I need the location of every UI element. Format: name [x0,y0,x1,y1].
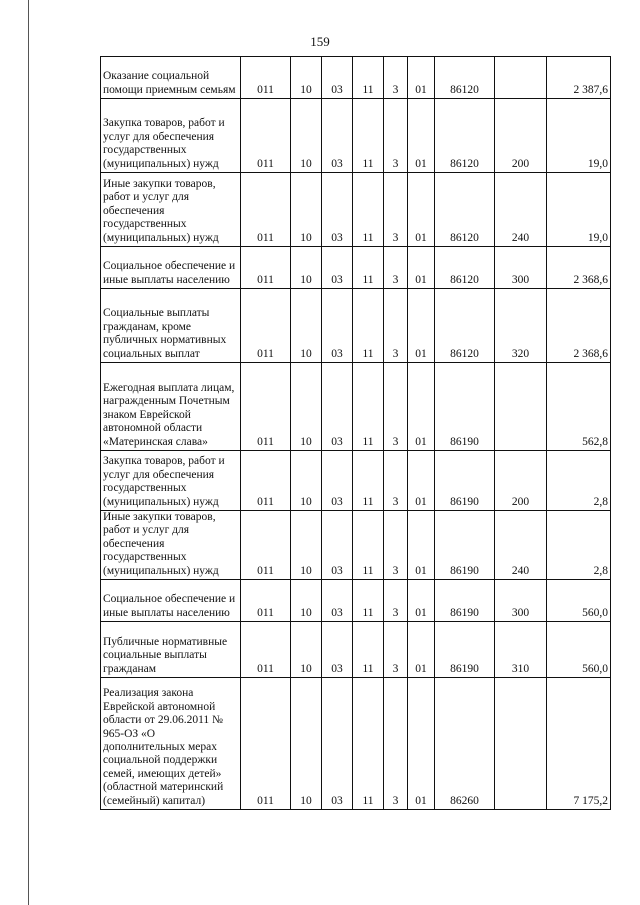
direction-code: 86120 [435,99,495,173]
subsection-code: 03 [322,580,353,622]
event-code: 01 [408,622,435,678]
section-code: 10 [291,451,322,511]
subprogram-code: 3 [384,580,408,622]
subprogram-code: 3 [384,99,408,173]
amount-value: 2,8 [547,451,611,511]
table-row [101,622,611,678]
event-code: 01 [408,173,435,247]
row-name: Иные закупки товаров, работ и услуг для обеспечения государственных (муниципальных) нужд [101,511,241,580]
table-body [101,57,611,810]
amount-value: 7 175,2 [547,678,611,810]
subsection-code: 03 [322,173,353,247]
table-row [101,289,611,363]
event-code: 01 [408,57,435,99]
event-code: 01 [408,678,435,810]
budget-table [100,56,611,810]
direction-code: 86120 [435,173,495,247]
table-row [101,173,611,247]
subprogram-code: 3 [384,622,408,678]
ministry-code: 011 [241,57,291,99]
direction-code: 86120 [435,247,495,289]
amount-value: 19,0 [547,99,611,173]
row-name: Закупка товаров, работ и услуг для обеспечения государственных (муниципальных) нужд [101,99,241,173]
row-name: Оказание социальной помощи приемным семьям [101,57,241,99]
subprogram-code: 3 [384,173,408,247]
row-name: Публичные нормативные социальные выплаты гражданам [101,622,241,678]
subsection-code: 03 [322,511,353,580]
ministry-code: 011 [241,289,291,363]
row-name: Иные закупки товаров, работ и услуг для обеспечения государственных (муниципальных) нужд [101,173,241,247]
row-name: Закупка товаров, работ и услуг для обеспечения государственных (муниципальных) нужд [101,451,241,511]
direction-code: 86190 [435,511,495,580]
expense-type-code: 300 [495,580,547,622]
left-margin-rule [28,0,29,905]
program-code: 11 [353,511,384,580]
ministry-code: 011 [241,580,291,622]
event-code: 01 [408,511,435,580]
subsection-code: 03 [322,289,353,363]
page-number: 159 [310,34,330,49]
table-row [101,363,611,451]
event-code: 01 [408,289,435,363]
amount-value: 2 387,6 [547,57,611,99]
section-code: 10 [291,678,322,810]
program-code: 11 [353,289,384,363]
subsection-code: 03 [322,678,353,810]
direction-code: 86120 [435,57,495,99]
expense-type-code: 200 [495,451,547,511]
subprogram-code: 3 [384,511,408,580]
section-code: 10 [291,173,322,247]
expense-type-code: 310 [495,622,547,678]
amount-value: 19,0 [547,173,611,247]
subprogram-code: 3 [384,57,408,99]
program-code: 11 [353,173,384,247]
ministry-code: 011 [241,678,291,810]
table-row [101,511,611,580]
section-code: 10 [291,580,322,622]
subprogram-code: 3 [384,289,408,363]
table-row [101,451,611,511]
subprogram-code: 3 [384,363,408,451]
ministry-code: 011 [241,363,291,451]
expense-type-code [495,678,547,810]
expense-type-code: 200 [495,99,547,173]
amount-value: 2,8 [547,511,611,580]
program-code: 11 [353,99,384,173]
amount-value: 560,0 [547,580,611,622]
table-row [101,678,611,810]
row-name: Социальное обеспечение и иные выплаты населению [101,580,241,622]
table-row [101,247,611,289]
expense-type-code: 240 [495,511,547,580]
ministry-code: 011 [241,622,291,678]
program-code: 11 [353,247,384,289]
subsection-code: 03 [322,622,353,678]
event-code: 01 [408,363,435,451]
subprogram-code: 3 [384,678,408,810]
program-code: 11 [353,57,384,99]
subsection-code: 03 [322,247,353,289]
section-code: 10 [291,511,322,580]
direction-code: 86260 [435,678,495,810]
direction-code: 86190 [435,363,495,451]
section-code: 10 [291,289,322,363]
direction-code: 86190 [435,622,495,678]
ministry-code: 011 [241,451,291,511]
row-name: Социальное обеспечение и иные выплаты населению [101,247,241,289]
ministry-code: 011 [241,99,291,173]
program-code: 11 [353,363,384,451]
program-code: 11 [353,580,384,622]
program-code: 11 [353,451,384,511]
direction-code: 86190 [435,451,495,511]
event-code: 01 [408,247,435,289]
ministry-code: 011 [241,511,291,580]
direction-code: 86190 [435,580,495,622]
section-code: 10 [291,622,322,678]
ministry-code: 011 [241,247,291,289]
table-row [101,580,611,622]
expense-type-code [495,363,547,451]
event-code: 01 [408,99,435,173]
expense-type-code: 320 [495,289,547,363]
subsection-code: 03 [322,99,353,173]
table-row [101,99,611,173]
table-row [101,57,611,99]
event-code: 01 [408,451,435,511]
row-name: Реализация закона Еврейской автономной области от 29.06.2011 № 965-ОЗ «О дополнительных мерах социальной поддержки семей, имеющих детей» (областной материнский (семейный) капитал) [101,678,241,810]
event-code: 01 [408,580,435,622]
expense-type-code: 240 [495,173,547,247]
program-code: 11 [353,622,384,678]
amount-value: 560,0 [547,622,611,678]
subsection-code: 03 [322,57,353,99]
subsection-code: 03 [322,451,353,511]
section-code: 10 [291,247,322,289]
expense-type-code: 300 [495,247,547,289]
subprogram-code: 3 [384,451,408,511]
section-code: 10 [291,99,322,173]
row-name: Ежегодная выплата лицам, награжденным Почетным знаком Еврейской автономной области «Материнская слава» [101,363,241,451]
amount-value: 2 368,6 [547,247,611,289]
expense-type-code [495,57,547,99]
section-code: 10 [291,363,322,451]
row-name: Социальные выплаты гражданам, кроме публичных нормативных социальных выплат [101,289,241,363]
subprogram-code: 3 [384,247,408,289]
subsection-code: 03 [322,363,353,451]
amount-value: 2 368,6 [547,289,611,363]
amount-value: 562,8 [547,363,611,451]
section-code: 10 [291,57,322,99]
program-code: 11 [353,678,384,810]
direction-code: 86120 [435,289,495,363]
ministry-code: 011 [241,173,291,247]
